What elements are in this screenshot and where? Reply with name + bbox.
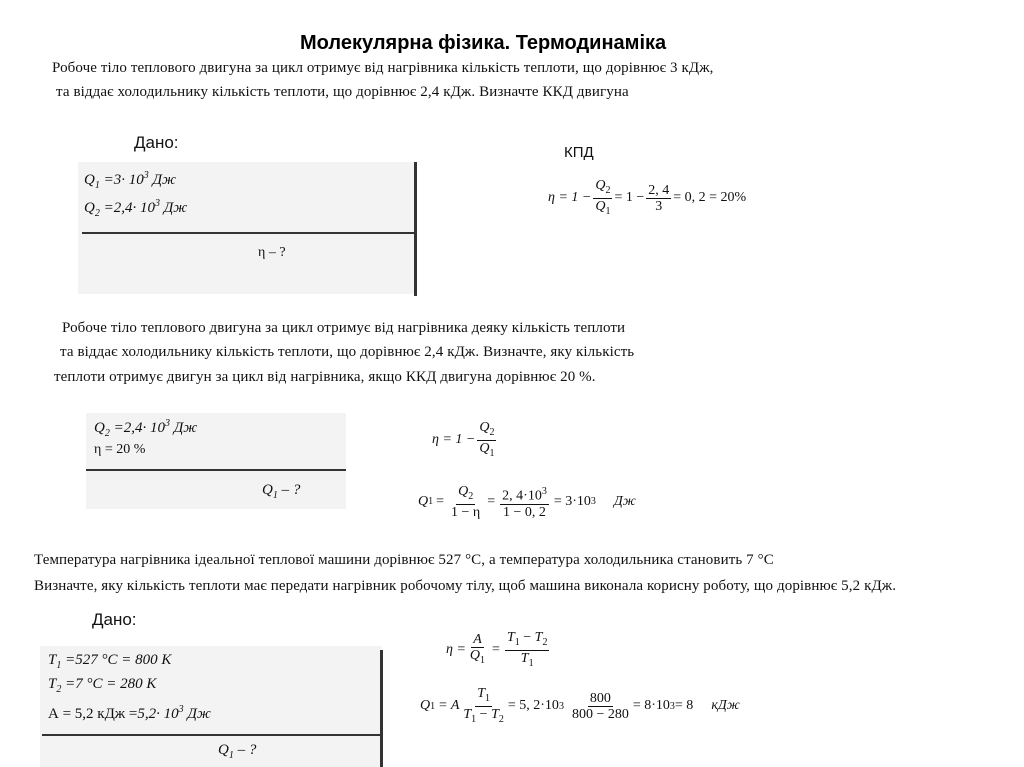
problem2-text-line3: теплоти отримує двигун за цикл від нагрівника, якщо ККД двигуна дорівнює 20 %. [54,369,596,385]
problem3-given-t1: $T_1 =527$ °С = 800 К [48,652,172,671]
page-title: Молекулярна фізика. Термодинаміка [300,32,667,54]
problem2-text-line1: Робоче тіло теплового двигуна за цикл отримує від нагрівника деяку кількість теплоти [62,320,626,336]
problem2-formula-q1: Q 1 = $\frac{Q_2}{1 - \eta}$ = $\frac{2, 4\cdot 10^3}{1 - 0, 2}$ = 3·10 3 Дж [418,484,636,520]
problem1-given-label: Дано: [134,133,179,152]
problem1-text-line2: та віддає холодильнику кількість теплоти, що дорівнює 2,4 кДж. Визначте ККД двигуна [56,84,629,100]
problem3-given-divider-v [380,650,383,767]
problem3-given-divider-h [42,734,382,736]
problem3-given-label: Дано: [92,610,137,629]
problem3-find: $Q_1$ – ? [218,742,257,761]
problem1-given-q1: $Q_1 =3\cdot 10^3$ Дж [84,170,176,191]
problem3-given-t2: $T_2 =7$ °С = 280 К [48,676,157,695]
problem3-formula-eta: η = $\frac{A}{Q_1}$ = $\frac{T_1 - T_2}{T_1}$ [446,630,548,669]
problem1-given-q2: $Q_2 =2,4\cdot 10^3$ Дж [84,198,188,219]
problem2-text-line2: та віддає холодильнику кількість теплоти, що дорівнює 2,4 кДж. Визначте, яку кількість [60,344,635,360]
problem3-formula-q1: Q 1 = A $\frac{T_1}{T_1 - T_2}$ = 5, 2·10 3 $\frac{800}{800 - 280}$ = 8·10 3 = 8 кДж [420,686,740,725]
problem2-given-q2: $Q_2 =2,4\cdot 10^3$ Дж [94,418,198,439]
problem2-given-eta: η = 20 % [94,442,146,457]
problem2-given-divider-h [86,469,346,471]
problem1-formula: η = 1 − $\frac{Q_2}{Q_1}$ = 1 − $\frac{2, 4}{3}$ = 0, 2 = 20% [548,178,747,217]
problem3-text-line1: Температура нагрівника ідеальної теплової машини дорівнює 527 °С, а температура холодильника становить 7 °С [34,552,774,568]
problem1-given-divider-v [414,162,417,296]
problem3-text-line2: Визначте, яку кількість теплоти має передати нагрівник робочому тілу, щоб машина виконала корисну роботу, що дорівнює 5,2 кДж. [34,578,897,594]
problem1-find: η – ? [258,245,286,260]
problem1-solution-label: КПД [564,144,594,161]
problem2-formula-eta: η = 1 − $\frac{Q_2}{Q_1}$ [432,420,495,459]
problem1-text-line1: Робоче тіло теплового двигуна за цикл отримує від нагрівника кількість теплоти, що дорівнює 3 кДж, [52,60,714,76]
problem2-find: $Q_1$ – ? [262,482,301,501]
problem1-given-divider-h [82,232,416,234]
problem3-given-a: А = 5,2 кДж $=5,2\cdot 10^3$ Дж [48,704,211,722]
